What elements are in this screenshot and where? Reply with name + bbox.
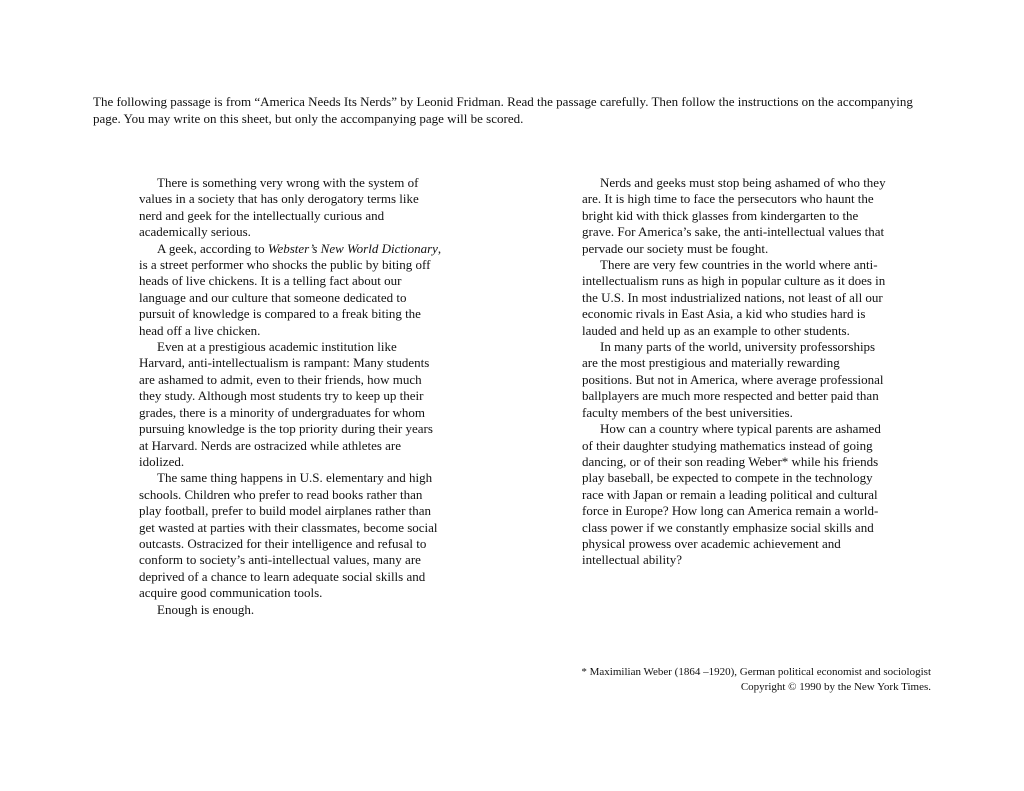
- intro-instructions: The following passage is from “America Needs Its Nerds” by Leonid Fridman. Read the passage carefully. Then follow the instructions on the accompanying page. You may write on this sheet, but only the accompanying page will be scored.: [93, 94, 913, 126]
- paragraph: Even at a prestigious academic institution like Harvard, anti-intellectualism is rampant: Many students are ashamed to admit, even to their friends, how much they study. Although most students try to keep up their grades, there is a minority of undergraduates for whom pursuing knowledge is the top priority during their years at Harvard. Nerds are ostracized while athletes are idolized.: [139, 339, 433, 469]
- footnote: [411, 665, 931, 695]
- paragraph: In many parts of the world, university professorships are the most prestigious and materially rewarding positions. But not in America, where average professional ballplayers are much more respected and better paid than faculty members of the best universities.: [582, 339, 884, 420]
- passage-left-column: [139, 175, 445, 618]
- passage-right-column: [582, 175, 888, 569]
- paragraph: Enough is enough.: [157, 601, 255, 617]
- dictionary-title: Webster’s New World Dictionary: [267, 240, 438, 256]
- copyright-notice: Copyright © 1990 by the New York Times.: [740, 681, 931, 693]
- paragraph: There are very few countries in the world where anti-intellectualism runs as high in popular culture as it does in the U.S. In most industrialized nations, not least of all our economic rivals in East Asia, a kid who studies hard is lauded and held up as an example to other students.: [582, 257, 886, 338]
- paragraph: The same thing happens in U.S. elementary and high schools. Children who prefer to read books rather than play football, prefer to build model airplanes rather than get wasted at parties with their classmates, become social outcasts. Ostracized for their intelligence and refusal to conform to society’s anti-intellectual values, many are deprived of a chance to learn adequate social skills and acquire good communication tools.: [139, 470, 438, 601]
- paragraph: There is something very wrong with the system of values in a society that has only derogatory terms like nerd and geek for the intellectually curious and academically serious.: [139, 175, 419, 240]
- footnote-weber: * Maximilian Weber (1864 –1920), German political economist and sociologist: [581, 666, 931, 678]
- paragraph-text: A geek, according to: [157, 240, 268, 256]
- paragraph: How can a country where typical parents are ashamed of their daughter studying mathematics instead of going dancing, or of their son reading Weber* while his friends play baseball, be expected to compete in the technology race with Japan or remain a leading political and cultural force in Europe? How long can America remain a world-class power if we constantly emphasize social skills and physical prowess over academic achievement and intellectual ability?: [582, 421, 881, 568]
- paragraph: Nerds and geeks must stop being ashamed of who they are. It is high time to face the persecutors who haunt the bright kid with thick glasses from kindergarten to the grave. For America’s sake, the anti-intellectual values that pervade our society must be fought.: [582, 175, 886, 256]
- paragraph-text: , is a street performer who shocks the public by biting off heads of live chickens. It is a telling fact about our language and our culture that someone dedicated to pursuit of knowledge is compared to a freak biting the head off a live chicken.: [139, 240, 442, 338]
- paragraph: [139, 241, 445, 339]
